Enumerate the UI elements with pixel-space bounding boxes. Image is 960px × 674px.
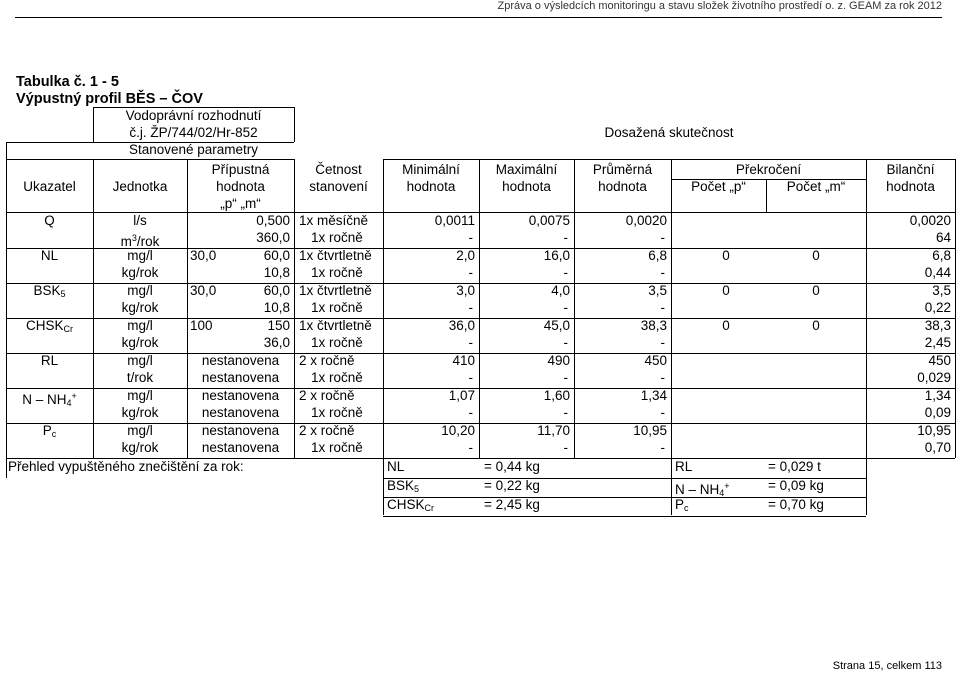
min-value-1: 36,0 [448,318,475,333]
avg-value-1: 1,34 [640,388,667,403]
col-max-1: Maximální [495,162,558,177]
max-value-1: 1,60 [543,388,570,403]
grid-col [294,159,295,458]
unit-1: mg/l [127,423,153,438]
min-value-1: 10,20 [441,423,475,438]
max-value-1: 0,0075 [528,213,570,228]
frequency-1: 1x měsíčně [299,213,369,228]
exceed-p: 0 [722,318,730,333]
avg-value-1: 38,3 [640,318,667,333]
exceed-p: 0 [722,248,730,263]
summary-value: = 0,09 kg [768,478,824,493]
avg-value-2: - [660,405,665,420]
permit-line-2: č.j. ŽP/744/02/Hr-852 [129,125,258,140]
achieved-heading: Dosažená skutečnost [604,125,734,140]
col-min-2: hodnota [406,179,456,194]
unit-2: kg/rok [121,265,159,280]
max-value-2: - [563,265,568,280]
balance-value-1: 0,0020 [909,213,951,228]
limit-m-1: 150 [267,318,290,333]
avg-value-2: - [660,370,665,385]
min-value-1: 2,0 [456,248,475,263]
table-title: Tabulka č. 1 - 5 [16,74,119,90]
grid-col [479,159,480,458]
balance-value-1: 1,34 [924,388,951,403]
min-value-2: - [468,230,473,245]
summary-name: RL [675,459,693,474]
unit-2: kg/rok [121,300,159,315]
max-value-2: - [563,300,568,315]
limit-p-1: 30,0 [190,248,217,263]
summary-value: = 2,45 kg [484,497,540,512]
balance-value-1: 6,8 [932,248,951,263]
frequency-2: 1x ročně [311,440,363,455]
limit-m-2: 10,8 [263,265,290,280]
balance-value-1: 450 [928,353,951,368]
frequency-1: 2 x ročně [299,388,355,403]
exceed-divider [766,179,767,212]
permit-box-top [93,107,294,108]
summary-value: = 0,22 kg [484,478,540,493]
unit-2: t/rok [126,370,154,385]
limit-m-2: 360,0 [256,230,290,245]
col-avg-2: hodnota [598,179,647,194]
summary-name: N – $NH_4^+$ [675,481,730,498]
frequency-1: 2 x ročně [299,353,355,368]
grid-right [955,159,956,458]
limit-m-1: 60,0 [263,283,290,298]
avg-value-2: - [660,300,665,315]
limit-m-1: 60,0 [263,248,290,263]
max-value-2: - [563,405,568,420]
summary-rule [383,497,866,498]
summary-label: Přehled vypuštěného znečištění za rok: [8,459,244,474]
grid-col [671,159,672,458]
unit-1: mg/l [127,283,153,298]
col-ukazatel: Ukazatel [23,179,76,194]
limit-note-1: nestanovena [201,423,280,438]
indicator-name: $P_c$ [42,423,57,439]
grid-left [6,142,7,212]
unit-1: mg/l [127,353,153,368]
permit-line-1: Vodoprávní rozhodnutí [125,108,262,123]
grid-col [383,159,384,458]
col-pripustna-3: „p“ „m“ [220,196,261,211]
avg-value-1: 3,5 [648,283,667,298]
limit-m-2: 36,0 [263,335,290,350]
max-value-1: 4,0 [551,283,570,298]
frequency-2: 1x ročně [311,230,363,245]
min-value-2: - [468,440,473,455]
unit-1: mg/l [127,388,153,403]
col-cetnost-1: Četnost [315,162,362,177]
avg-value-2: - [660,265,665,280]
unit-2: $m^3$/rok [120,233,160,249]
unit-2: kg/rok [121,405,159,420]
col-bilance-2: hodnota [886,179,935,194]
balance-value-2: 64 [935,230,951,245]
col-cetnost-2: stanovení [309,179,368,194]
min-value-1: 410 [452,353,475,368]
grid-col [93,159,94,458]
balance-value-2: 0,22 [924,300,951,315]
set-params-bottom [6,159,294,160]
indicator-name: RL [40,353,59,368]
permit-box-left [93,107,94,142]
indicator-name: $CHSK_{Cr}$ [25,318,73,334]
frequency-2: 1x ročně [311,370,363,385]
unit-1: l/s [133,213,147,228]
col-bilance-1: Bilanční [886,162,935,177]
frequency-1: 1x čtvrtletně [299,318,372,333]
indicator-name: Q [44,213,55,228]
avg-value-2: - [660,335,665,350]
col-max-2: hodnota [502,179,551,194]
min-value-1: 0,0011 [434,213,475,228]
balance-value-2: 0,70 [924,440,951,455]
max-value-1: 45,0 [543,318,570,333]
min-value-2: - [468,265,473,280]
page-header-text: Zpráva o výsledcích monitoringu a stavu složek životního prostředí o. z. GEAM za rok 2012 [497,0,942,12]
balance-value-2: 2,45 [924,335,951,350]
grid-left-body [6,212,7,478]
limit-note-2: nestanovena [201,370,280,385]
set-params-heading: Stanovené parametry [128,142,259,157]
limit-p-1: 30,0 [190,283,217,298]
summary-rule-right [866,458,867,515]
frequency-2: 1x ročně [311,300,363,315]
page-header [0,0,960,14]
min-value-2: - [468,300,473,315]
avg-value-1: 450 [644,353,667,368]
balance-value-2: 0,44 [924,265,951,280]
limit-m-2: 10,8 [263,300,290,315]
frequency-2: 1x ročně [311,265,363,280]
frequency-2: 1x ročně [311,335,363,350]
col-pocet-p: Počet „p“ [691,179,746,194]
avg-value-1: 6,8 [648,248,667,263]
exceed-m: 0 [812,248,820,263]
balance-value-1: 38,3 [924,318,951,333]
frequency-2: 1x ročně [311,405,363,420]
grid-col [574,159,575,458]
col-jednotka: Jednotka [112,179,168,194]
achieved-bottom [383,159,955,160]
unit-1: mg/l [127,318,153,333]
frequency-1: 1x čtvrtletně [299,248,372,263]
exceed-m: 0 [812,318,820,333]
unit-2: kg/rok [121,335,159,350]
indicator-name: NL [40,248,59,263]
header-rule [15,17,942,18]
summary-name: NL [387,459,405,474]
page-footer: Strana 15, celkem 113 [832,660,942,672]
balance-value-1: 10,95 [917,423,951,438]
exceed-m: 0 [812,283,820,298]
summary-name: $BSK_5$ [387,478,420,494]
summary-value: = 0,029 t [768,459,821,474]
summary-name: $CHSK_{Cr}$ [387,497,435,513]
col-pripustna-2: hodnota [216,179,265,194]
grid-col [866,159,867,458]
limit-p-1: 100 [190,318,213,333]
indicator-name: N – $NH_4^+$ [22,391,77,408]
max-value-2: - [563,370,568,385]
min-value-1: 1,07 [448,388,475,403]
min-value-1: 3,0 [456,283,475,298]
min-value-2: - [468,405,473,420]
summary-rule [383,516,866,517]
unit-2: kg/rok [121,440,159,455]
summary-value: = 0,70 kg [768,497,824,512]
summary-rule-left [383,458,384,515]
max-value-1: 16,0 [543,248,570,263]
col-pocet-m: Počet „m“ [786,179,846,194]
unit-1: mg/l [127,248,153,263]
max-value-2: - [563,440,568,455]
avg-value-2: - [660,230,665,245]
max-value-2: - [563,335,568,350]
summary-rule-mid [671,458,672,515]
exceed-p: 0 [722,283,730,298]
max-value-1: 11,70 [537,423,570,438]
exceed-bottom [671,179,866,180]
min-value-2: - [468,335,473,350]
set-params-top [6,142,294,143]
balance-value-2: 0,09 [924,405,951,420]
col-exceed: Překročení [735,162,802,177]
summary-rule [383,478,866,479]
summary-name: $P_c$ [675,497,689,513]
limit-m-1: 0,500 [256,213,290,228]
frequency-1: 2 x ročně [299,423,355,438]
col-avg-1: Průměrná [592,162,653,177]
col-min-1: Minimální [402,162,460,177]
avg-value-2: - [660,440,665,455]
grid-col [187,159,188,458]
avg-value-1: 0,0020 [625,213,667,228]
balance-value-2: 0,029 [917,370,951,385]
frequency-1: 1x čtvrtletně [299,283,372,298]
limit-note-1: nestanovena [201,353,280,368]
col-pripustna-1: Přípustná [211,162,270,177]
limit-note-1: nestanovena [201,388,280,403]
limit-note-2: nestanovena [201,405,280,420]
limit-note-2: nestanovena [201,440,280,455]
summary-value: = 0,44 kg [484,459,540,474]
indicator-name: $BSK_5$ [33,283,66,299]
permit-box-right [294,107,295,142]
max-value-1: 490 [547,353,570,368]
balance-value-1: 3,5 [932,283,951,298]
min-value-2: - [468,370,473,385]
avg-value-1: 10,95 [633,423,667,438]
max-value-2: - [563,230,568,245]
table-subtitle: Výpustný profil BĚS – ČOV [16,91,203,107]
